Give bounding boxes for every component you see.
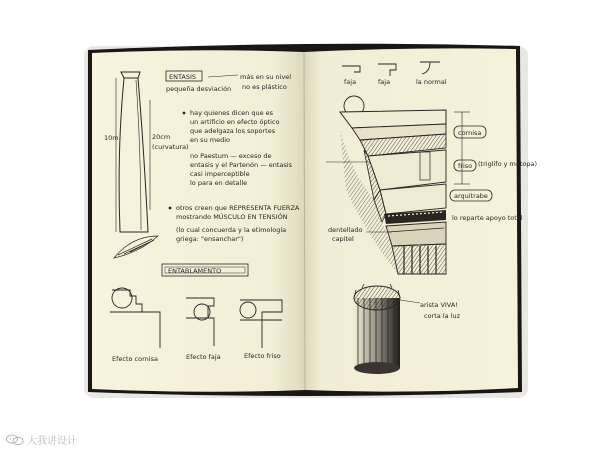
watermark-text: 大我讲设计 — [27, 436, 77, 447]
column-height-label: 10m — [104, 134, 119, 142]
left-page — [92, 50, 305, 392]
label-corta-luz: corta la luz — [424, 312, 461, 320]
label-dentellado: dentellado — [328, 226, 363, 234]
svg-text:mostrando MÚSCULO EN TENSIÓN: mostrando MÚSCULO EN TENSIÓN — [176, 213, 288, 221]
top-label-1: faja — [344, 78, 357, 86]
label-cornisa: cornisa — [458, 129, 482, 137]
entablamento-title: ENTABLAMENTO — [168, 267, 222, 275]
label-efecto-cornisa: Efecto cornisa — [112, 355, 158, 363]
entasis-side-note: más en su nivel — [240, 73, 292, 81]
top-label-3: la normal — [416, 78, 447, 86]
svg-text:no Paestum — exceso de: no Paestum — exceso de — [190, 152, 272, 160]
column-note-label: 20cm — [152, 133, 171, 141]
svg-text:lo para en detalle: lo para en detalle — [190, 179, 248, 187]
label-friso: friso — [458, 162, 473, 170]
fluted-column-drawing — [354, 284, 400, 374]
entasis-desc: pequeña desviación — [166, 85, 232, 93]
column-note2-label: (curvatura) — [152, 143, 189, 151]
entasis-side-note2: no es plástico — [242, 83, 287, 91]
entasis-title: ENTASIS — [169, 73, 197, 81]
svg-text:hay quienes dicen que es: hay quienes dicen que es — [190, 109, 274, 117]
svg-text:entasis y el Partenón — entasi: entasis y el Partenón — entasis — [190, 161, 292, 169]
svg-text:(lo cual concuerda y la etimol: (lo cual concuerda y la etimología — [176, 226, 287, 234]
label-capitel: capitel — [332, 235, 354, 243]
label-efecto-friso: Efecto friso — [244, 352, 281, 360]
label-arquitrabe-note: lo reparte apoyo total — [452, 214, 523, 222]
label-efecto-faja: Efecto faja — [186, 353, 221, 361]
chat-bubbles-icon — [6, 434, 24, 446]
watermark — [6, 432, 77, 447]
top-label-2: faja — [378, 78, 391, 86]
svg-text:casi imperceptible: casi imperceptible — [190, 170, 250, 178]
svg-text:un artificio en efecto óptico: un artificio en efecto óptico — [190, 118, 280, 126]
svg-text:en su medio: en su medio — [190, 136, 230, 144]
label-arquitrabe: arquitrabe — [454, 192, 488, 200]
svg-text:griega: "ensanchar"): griega: "ensanchar") — [176, 235, 244, 243]
label-friso-note: (triglifo y metopa) — [478, 160, 538, 168]
svg-text:otros creen que REPRESENTA FUE: otros creen que REPRESENTA FUERZA — [176, 204, 300, 212]
label-arista-viva: arista VIVA! — [420, 301, 458, 309]
svg-text:que adelgaza los soportes: que adelgaza los soportes — [190, 127, 276, 135]
